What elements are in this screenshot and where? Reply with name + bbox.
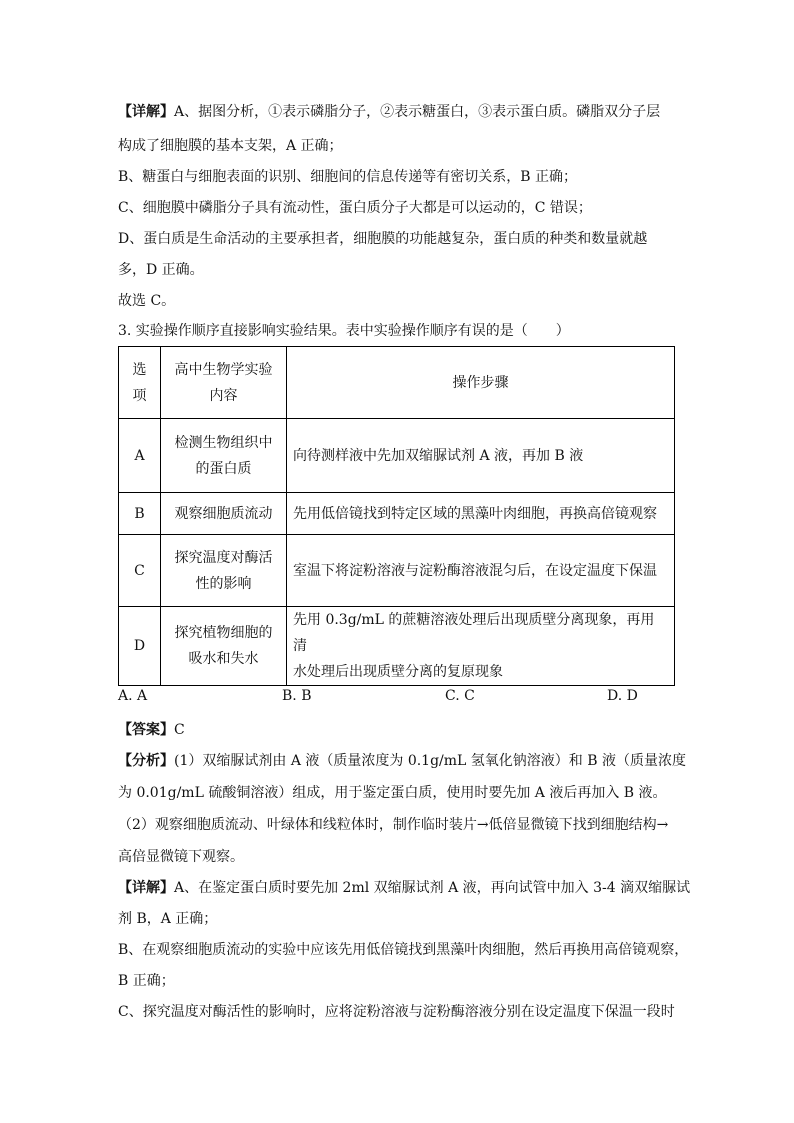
row-content: 观察细胞质流动 — [161, 493, 287, 535]
table-header-row — [119, 347, 675, 419]
detail1-c: C、细胞膜中磷脂分子具有流动性，蛋白质分子大都是可以运动的，C 错误； — [118, 200, 592, 216]
detail1-a-line2: 构成了细胞膜的基本支架，A 正确； — [118, 138, 343, 154]
choice-a: A. A — [118, 688, 148, 704]
detail1-d-line2: 多，D 正确。 — [118, 262, 204, 278]
detail2-tag: 【详解】 — [118, 880, 174, 896]
choice-d: D. D — [607, 688, 638, 704]
header-content: 高中生物学实验 内容 — [161, 347, 287, 419]
experiment-table — [118, 346, 675, 686]
row-content: 探究温度对酶活 性的影响 — [161, 535, 287, 607]
row-content: 检测生物组织中 的蛋白质 — [161, 419, 287, 493]
header-steps: 操作步骤 — [287, 347, 675, 419]
choice-b: B. B — [282, 688, 312, 704]
table-row — [119, 607, 675, 686]
row-steps: 先用低倍镜找到特定区域的黑藻叶肉细胞，再换高倍镜观察 — [287, 493, 675, 535]
detail2-c-line1: C、探究温度对酶活性的影响时，应将淀粉溶液与淀粉酶溶液分别在设定温度下保温一段时 — [118, 1004, 675, 1020]
row-steps: 向待测样液中先加双缩脲试剂 A 液，再加 B 液 — [287, 419, 675, 493]
row-option: D — [119, 607, 161, 686]
analysis-line3: （2）观察细胞质流动、叶绿体和线粒体时，制作临时装片→低倍显微镜下找到细胞结构→ — [118, 817, 669, 833]
answer-choices — [118, 688, 678, 710]
analysis-line1: 【分析】(1）双缩脲试剂由 A 液（质量浓度为 0.1g/mL 氢氧化钠溶液）和 B 液（质量浓度 — [118, 753, 686, 769]
row-content: 探究植物细胞的 吸水和失水 — [161, 607, 287, 686]
detail1-conclusion: 故选 C。 — [118, 293, 176, 309]
row-option: A — [119, 419, 161, 493]
table-row — [119, 535, 675, 607]
analysis-line2: 为 0.01g/mL 硫酸铜溶液）组成，用于鉴定蛋白质，使用时要先加 A 液后再加入 B 液。 — [118, 785, 667, 801]
detail2-b-line1: B、在观察细胞质流动的实验中应该先用低倍镜找到黑藻叶肉细胞，然后再换用高倍镜观察， — [118, 942, 689, 958]
row-option: C — [119, 535, 161, 607]
row-steps: 室温下将淀粉溶液与淀粉酶溶液混匀后，在设定温度下保温 — [287, 535, 675, 607]
question-stem: 3. 实验操作顺序直接影响实验结果。表中实验操作顺序有误的是（ ） — [118, 323, 570, 339]
detail1-d-line1: D、蛋白质是生命活动的主要承担者，细胞膜的功能越复杂，蛋白质的种类和数量就越 — [118, 231, 648, 247]
answer-line — [118, 713, 678, 747]
row-option: B — [119, 493, 161, 535]
analysis-tag: 【分析】 — [118, 753, 174, 769]
table-row — [119, 493, 675, 535]
analysis-line4: 高倍显微镜下观察。 — [118, 849, 244, 865]
header-option: 选 项 — [119, 347, 161, 419]
detail2-b-line2: B 正确； — [118, 973, 175, 989]
detail-tag: 【详解】 — [118, 104, 174, 120]
answer-tag: 【答案】 — [118, 722, 174, 738]
detail1-b: B、糖蛋白与细胞表面的识别、细胞间的信息传递等有密切关系，B 正确； — [118, 169, 578, 185]
detail2-a-line2: 剂 B，A 正确； — [118, 911, 218, 927]
choice-c: C. C — [445, 688, 475, 704]
detail2-a-line1: 【详解】A、在鉴定蛋白质时要先加 2ml 双缩脲试剂 A 液，再向试管中加入 3-4 滴双缩脲试 — [118, 880, 691, 896]
row-steps: 先用 0.3g/mL 的蔗糖溶液处理后出现质壁分离现象，再用清 水处理后出现质壁分离的复原现象 — [287, 607, 675, 686]
table-row — [119, 419, 675, 493]
detail1-a-line1: 【详解】A、据图分析，①表示磷脂分子，②表示糖蛋白，③表示蛋白质。磷脂双分子层 — [118, 104, 661, 120]
answer-value: C — [174, 722, 185, 738]
